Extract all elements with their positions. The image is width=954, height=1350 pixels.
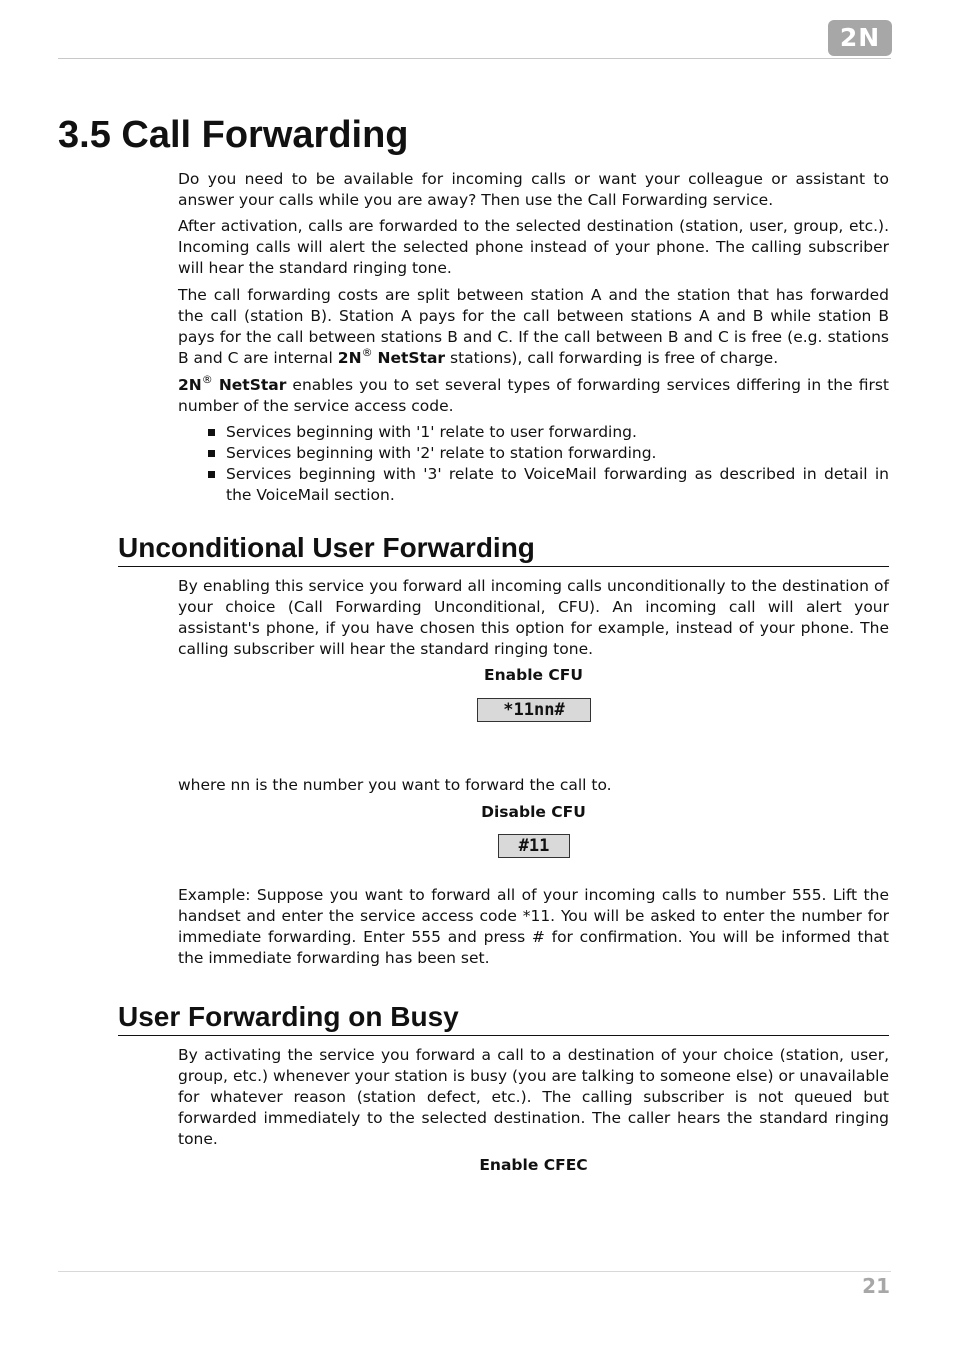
cfu-paragraph: By enabling this service you forward all incoming calls unconditionally to the destination of your choice (Call Forwarding Unconditional, CFU). An incoming call will alert your assistant's phone, if you have chosen this option for example, instead of your phone. The calling subscriber will hear the standard ringing tone. (178, 577, 889, 658)
p4-text-b: enables you to set several types of forwarding services differing in the first number of the service access code. (178, 376, 889, 415)
section-heading-cfb: User Forwarding on Busy (118, 999, 889, 1036)
page-number: 21 (862, 1274, 890, 1298)
intro-paragraph-4 (178, 375, 889, 417)
intro-paragraph-2: After activation, calls are forwarded to the selected destination (station, user, group, etc.). Incoming calls will alert the selected phone instead of your phone. The calling subscriber will hear the standard ringing tone. (178, 217, 889, 277)
list-item: Services beginning with '2' relate to station forwarding. (208, 443, 889, 464)
p3-text-b: stations), call forwarding is free of charge. (445, 349, 779, 367)
brand-netstar: NetStar (218, 376, 287, 394)
p3-text-a: The call forwarding costs are split between station A and the station that has forwarded the call (station B). Station A pays for the call between stations A and B while station B pays for the call between stations B and C. If the call between B and C is free (e.g. stations B and C are internal (178, 286, 889, 367)
registered-mark: ® (201, 373, 213, 386)
enable-cfu-code: *11nn# (477, 698, 591, 722)
intro-paragraph-3 (178, 285, 889, 369)
brand-2n: 2N (178, 376, 202, 394)
disable-cfu-code: #11 (498, 834, 570, 858)
section-heading-cfu: Unconditional User Forwarding (118, 530, 889, 567)
registered-mark: ® (361, 346, 373, 359)
enable-cfec-label: Enable CFEC (479, 1156, 588, 1174)
header-divider (58, 58, 891, 59)
footer-divider (58, 1271, 891, 1272)
list-item: Services beginning with '1' relate to user forwarding. (208, 422, 889, 443)
enable-cfu-label: Enable CFU (484, 666, 583, 684)
brand-2n: 2N (337, 349, 362, 367)
service-bullet-list (208, 422, 889, 506)
page-title: 3.5 Call Forwarding (58, 114, 409, 156)
list-item: Services beginning with '3' relate to VoiceMail forwarding as described in detail in the VoiceMail section. (208, 464, 889, 506)
disable-cfu-label: Disable CFU (481, 803, 586, 821)
intro-paragraph-1: Do you need to be available for incoming calls or want your colleague or assistant to answer your calls while you are away? Then use the Call Forwarding service. (178, 170, 889, 209)
brand-netstar: NetStar (377, 349, 446, 367)
cfu-example-paragraph: Example: Suppose you want to forward all of your incoming calls to number 555. Lift the handset and enter the service access code *11. You will be asked to enter the number for immediate forwarding. Enter 555 and press # for confirmation. You will be informed that the immediate forwarding has been set. (178, 886, 889, 967)
brand-logo: 2N (828, 20, 892, 56)
cfb-paragraph: By activating the service you forward a call to a destination of your choice (station, user, group, etc.) whenever your station is busy (you are talking to someone else) or unavailable for whatever reason (station defect, etc.). The calling subscriber is not queued but forwarded immediately to the selected destination. The caller hears the standard ringing tone. (178, 1046, 889, 1148)
cfu-where-text: where nn is the number you want to forward the call to. (178, 776, 612, 794)
